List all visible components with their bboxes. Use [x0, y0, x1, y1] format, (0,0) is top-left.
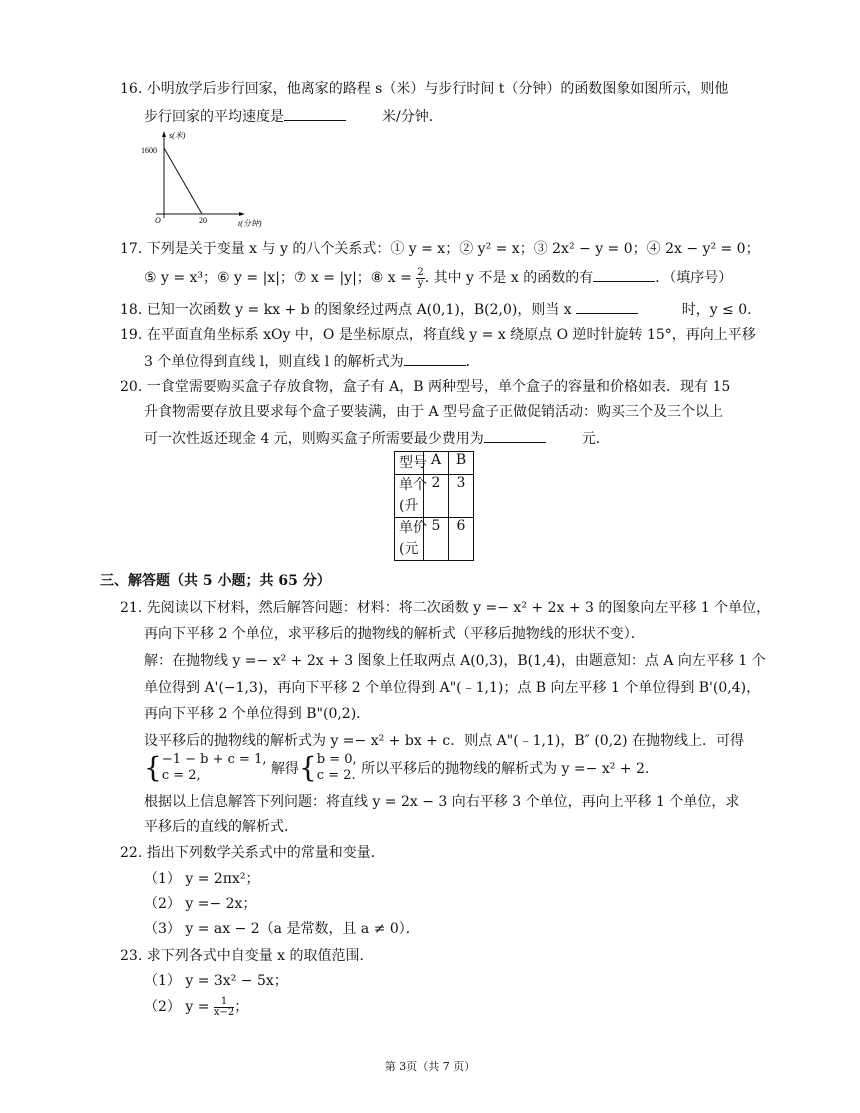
q20-line3: [144, 426, 610, 450]
table-row: [395, 475, 474, 518]
q17-line2-text2: . 其中 y 不是 x 的函数的有: [424, 270, 594, 286]
table-header-model: 型号: [395, 452, 424, 475]
page-footer: 第 3页（共 7 页）: [384, 1060, 476, 1073]
table-header-b: B: [449, 452, 474, 475]
data-line: [164, 148, 202, 214]
q20-blank[interactable]: [484, 426, 546, 443]
table-header-row: [395, 452, 474, 475]
q21-line6: 设平移后的抛物线的解析式为 y =− x² + bx + c．则点 A"(﹣1,1)，B″ (0,2) 在抛物线上．可得: [144, 733, 744, 749]
q21-line8: 根据以上信息解答下列问题：将直线 y = 2x − 3 向右平移 3 个单位，再向上平移 1 个单位，求: [144, 794, 740, 810]
table-cell: 5: [424, 518, 449, 561]
q21-line3: 解：在抛物线 y =− x² + 2x + 3 图象上任取两点 A(0,3)，B(1,4)，由题意知：点 A 向左平移 1 个: [144, 653, 766, 669]
q21-system-line: [144, 752, 649, 784]
distance-time-graph: [138, 128, 270, 230]
table-row-label: 单个 (升: [395, 475, 424, 518]
q20-line2: 升食物需要存放且要求每个盒子要装满，由于 A 型号盒子正做促销活动：购买三个及三个以上: [144, 404, 724, 420]
q21-solve-word: 解得: [270, 761, 299, 777]
q22-item-2: （2） y =− 2x；: [144, 896, 257, 912]
q22-item-1: （1） y = 2πx²；: [144, 871, 260, 887]
q17-line2: [144, 265, 732, 289]
q23-item-2: [144, 996, 248, 1018]
q17-hint: ．（填序号）: [655, 270, 733, 286]
q23-frac-den: x−2: [213, 1006, 235, 1018]
section-title: 三、解答题（共 5 小题；共 65 分）: [100, 573, 331, 589]
q21-line2: 再向下平移 2 个单位，求平移后的抛物线的解析式（平移后抛物线的形状不变）．: [144, 626, 645, 642]
q19-text: 3 个单位得到直线 l，则直线 l 的解析式为: [144, 354, 404, 370]
q17-line2-text: ⑤ y = x³；⑥ y = |x|；⑦ x = |y|；⑧ x =: [144, 270, 412, 286]
table-cell: 6: [449, 518, 474, 561]
q17-frac-num: 2: [417, 266, 424, 278]
box-table: [394, 451, 474, 561]
q22-item-3: （3） y = ax − 2（a 是常数，且 a ≠ 0）．: [144, 921, 420, 937]
q21-result: 所以平移后的抛物线的解析式为 y =− x² + 2.: [361, 761, 650, 777]
brace-symbol: {: [144, 751, 162, 784]
y-tick-1600: 1600: [141, 146, 157, 155]
brace-symbol: {: [298, 751, 317, 784]
q18-text: 18. 已知一次函数 y = kx + b 的图象经过两点 A(0,1)，B(2,0)，则当 x: [120, 302, 572, 318]
origin-label: O: [155, 216, 161, 225]
q23-title: 23. 求下列各式中自变量 x 的取值范围．: [120, 948, 374, 964]
table-cell: 2: [424, 475, 449, 518]
q16-blank[interactable]: [284, 104, 346, 121]
table-header-a: A: [424, 452, 449, 475]
x-axis-arrow: [239, 212, 245, 216]
table-row-label: 单价 (元: [395, 518, 424, 561]
equation-system-2: b = 0, c = 2.: [316, 752, 357, 783]
y-axis-label: s(米): [169, 131, 186, 140]
q23-fraction: [214, 997, 234, 1018]
q23-item-2-text: （2） y =: [144, 999, 210, 1015]
q18-tail: 时，y ≤ 0.: [681, 302, 752, 318]
q16-line1: 16. 小明放学后步行回家，他离家的路程 s（米）与步行时间 t（分钟）的函数图象如图所示，则他: [120, 81, 729, 97]
x-axis-label: t(分钟): [238, 219, 262, 228]
q16-unit: 米/分钟．: [382, 109, 443, 125]
equation-system-1: −1 − b + c = 1, c = 2,: [161, 752, 267, 783]
q21-line5: 再向下平移 2 个单位得到 B"(0,2)．: [144, 706, 371, 722]
q20-unit: 元．: [581, 431, 610, 447]
q17-line1: 17. 下列是关于变量 x 与 y 的八个关系式：① y = x；② y² = x；③ 2x² − y = 0；④ 2x − y² = 0；: [120, 241, 760, 257]
q21-line4: 单位得到 A'(−1,3)，再向下平移 2 个单位得到 A"(﹣1,1)；点 B 向左平移 1 个单位得到 B'(0,4)，: [144, 680, 761, 696]
q18-blank[interactable]: [576, 297, 638, 314]
q23-item-2-tail: ；: [234, 999, 249, 1015]
q19-blank[interactable]: [404, 349, 466, 366]
q19-tail: ．: [465, 354, 480, 370]
q17-frac-den: y: [417, 277, 424, 289]
q22-title: 22. 指出下列数学关系式中的常量和变量．: [120, 845, 385, 861]
q19-line1: 19. 在平面直角坐标系 xOy 中，O 是坐标原点，将直线 y = x 绕原点 O 逆时针旋转 15°，再向上平移: [120, 327, 756, 343]
q17-fraction: [416, 268, 424, 289]
table-row: [395, 518, 474, 561]
q16-line2-text: 步行回家的平均速度是: [144, 109, 284, 125]
x-tick-20: 20: [199, 216, 207, 225]
q19-line2: [144, 349, 480, 373]
q21-line1: 21. 先阅读以下材料，然后解答问题：材料：将二次函数 y =− x² + 2x + 3 的图象向左平移 1 个单位，: [120, 600, 771, 616]
q23-frac-num: 1: [214, 997, 234, 1008]
q23-item-1: （1） y = 3x² − 5x；: [144, 973, 288, 989]
y-axis-arrow: [162, 131, 166, 137]
table-cell: 3: [449, 475, 474, 518]
q17-blank[interactable]: [593, 265, 655, 282]
q18-line: [120, 297, 752, 321]
q20-text: 可一次性返还现金 4 元，则购买盒子所需要最少费用为: [144, 431, 484, 447]
q16-line2: [144, 104, 443, 128]
q20-line1: 20. 一食堂需要购买盒子存放食物，盒子有 A，B 两种型号，单个盒子的容量和价格如表．现有 15: [120, 379, 731, 395]
q21-line9: 平移后的直线的解析式．: [144, 819, 298, 835]
